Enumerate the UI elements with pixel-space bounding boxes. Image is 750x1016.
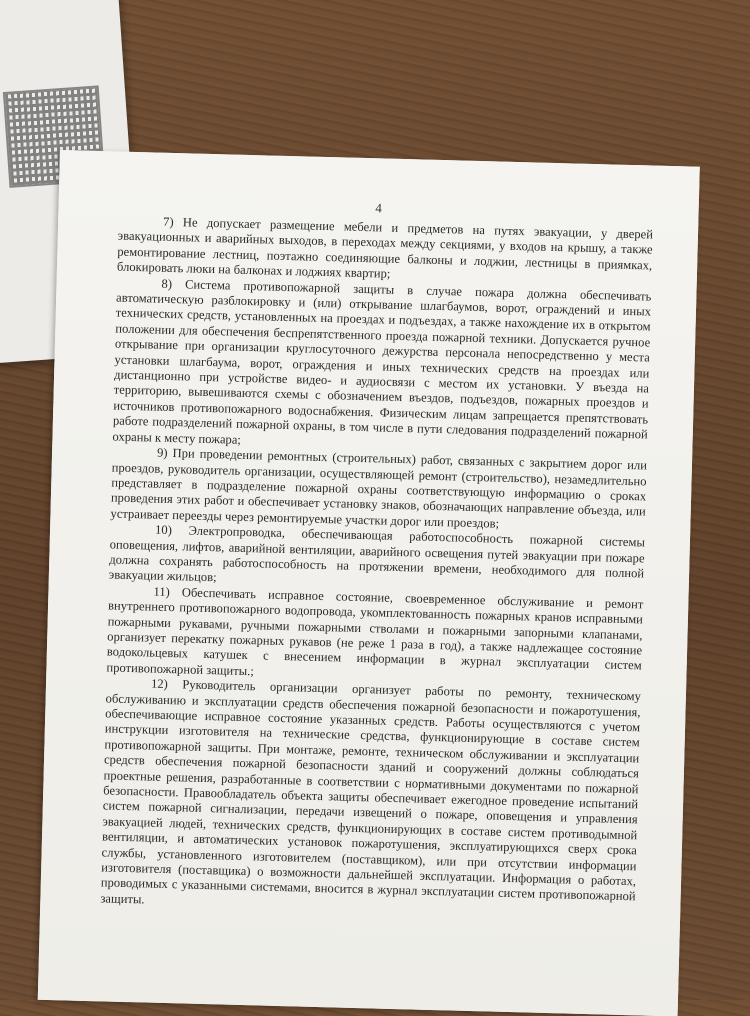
paragraph-12: 12) Руководитель организации организует работы по ремонту, техническому обслуживанию и эксплуатации средств обеспечения пожарной безопасности и пожаротушения, обеспечивающие исправное состояние указанных средств. Работы осуществляются с учетом инструкции изготовителя на технические средства, функционирующие в составе систем противопожарной защиты. При монтаже, ремонте, техническом обслуживании и эксплуатации средств обеспечения пожарной безопасности зданий и сооружений должны соблюдаться проектные решения, разработанные в соответствии с нормативными документами по пожарной безопасности. Правообладатель объекта защиты обеспечивает ежегодное проведение испытаний систем пожарной сигнализации, передачи извещений о пожаре, оповещения и управления эвакуацией людей, технических средств, функционирующих в составе систем противодымной вентиляции, и автоматических установок пожаротушения, эксплуатирующихся сверх срока службы, установленного изготовителем (поставщиком), или при отсутствии информации изготовителя (поставщика) о возможности дальнейшей эксплуатации. Информация о работах, проводимых с указанными системами, вносится в журнал эксплуатации систем противопожарной защиты. xyxy=(100,676,641,921)
page-number: 4 xyxy=(58,192,698,225)
paragraph-7: 7) Не допускает размещение мебели и предметов на путях эвакуации, у дверей эвакуационных и аварийных выходов, в переходах между секциями, у входов на крышу, а также ремонтирование лестниц, поэтажно соединяющие балконы и лоджии, лестницы в приямках, блокировать люки на балконах и лоджиях квартир; xyxy=(117,214,653,290)
paragraph-8: 8) Система противопожарной защиты в случае пожара должна обеспечивать автоматическую разблокировку и (или) открывание шлагбаумов, ворот, ограждений и иных технических средств, установленных на проездах и подъездах, а также нахождение их в открытом положении для обеспечения беспрепятственного проезда пожарной техники. Допускается ручное открывание при организации круглосуточного дежурства персонала непосредственно у места установки шлагбаума, ворот, ограждения и иных технических средств на проездах или дистанционно при устройстве видео- и аудиосвязи с местом их установки. У въезда на территорию, вывешиваются схемы с обозначением въездов, подъездов, пожарных проездов и источников противопожарного водоснабжения. Физическим лицам запрещается препятствовать работе подразделений пожарной охраны, в том числе в пути следования подразделений пожарной охраны к месту пожара; xyxy=(112,275,651,458)
paragraph-9: 9) При проведении ремонтных (строительных) работ, связанных с закрытием дорог или проездов, руководитель организации, осуществляющей ремонт (строительство), незамедлительно представляет в подразделение пожарной охраны соответствующую информацию о сроках проведения этих работ и обеспечивает установку знаков, обозначающих направление объезда, или устраивает переезды через ремонтируемые участки дорог или проездов; xyxy=(110,445,647,536)
paragraph-11: 11) Обеспечивать исправное состояние, своевременное обслуживание и ремонт внутреннего противопожарного водопровода, укомплектованность пожарных кранов исправными пожарными рукавами, ручными пожарными стволами и пожарными запорными клапанами, организует перекатку пожарных рукавов (не реже 1 раза в год), а также надлежащее состояние водокольцевых катушек с внесением информации в журнал эксплуатации систем противопожарной защиты.; xyxy=(106,583,643,689)
document-page xyxy=(38,150,700,1016)
paragraph-10: 10) Электропроводка, обеспечивающая работоспособность пожарной системы оповещения, лифтов, аварийной вентиляции, аварийного освещения путей эвакуации при пожаре должна сохранять работоспособность на протяжении времени, необходимого для полной эвакуации жильцов; xyxy=(109,522,645,598)
page-body xyxy=(100,214,653,921)
